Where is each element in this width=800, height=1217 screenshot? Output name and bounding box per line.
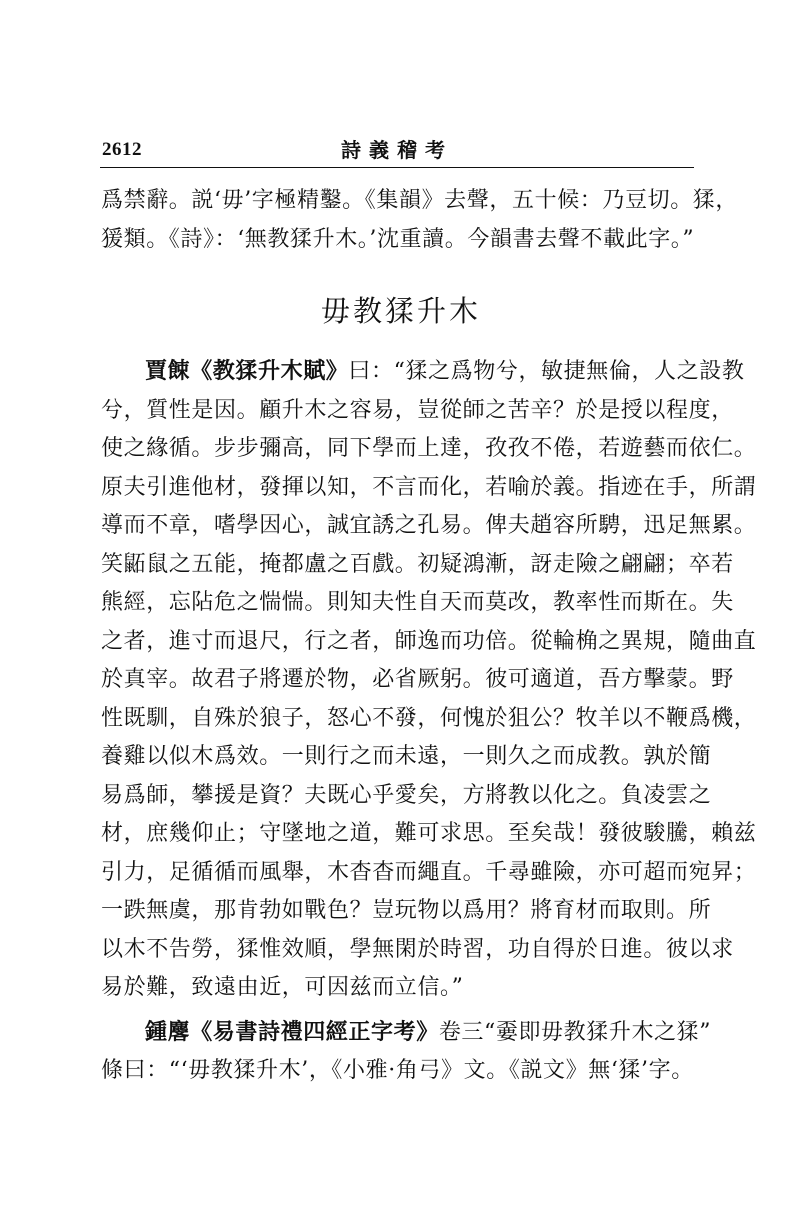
text-line: 條曰：“‘毋教猱升木’，《小雅·角弓》文。《説文》無‘猱’字。 [101,1058,694,1083]
work-title: 《易書詩禮四經正字考》 [190,1019,439,1045]
page-header [100,136,694,164]
author-name: 賈餗 [145,359,191,384]
text-line: 原夫引進他材，發揮以知，不言而化，若喻於義。指迹在手，所謂 [101,474,757,500]
paragraph-first-line [101,353,745,392]
running-title: 詩義稽考 [341,138,453,162]
text-line: 養雞以似木爲效。一則行之而未遠，一則久之而成教。孰於簡 [101,744,712,769]
work-title: 《教猱升木賦》 [190,359,349,384]
text-line: 性既馴，自殊於狼子，怒心不發，何愧於狙公？牧羊以不鞭爲機， [101,705,757,731]
text-line: 導而不章，嗜學因心，誠宜誘之孔易。俾夫趙容所騁，迅足無累。 [101,513,757,538]
text-line: 笑鼫鼠之五能，掩都盧之百戲。初疑鴻漸，訝走險之翩翩；卒若 [101,551,734,577]
text-line: 熊經，忘阽危之惴惴。則知夫性自天而莫改，教率性而斯在。失 [101,590,734,615]
text-line: 使之緣循。步步彌高，同下學而上達，孜孜不倦，若遊藝而依仁。 [101,436,757,461]
line-text: 曰：“猱之爲物兮，敏捷無倫，人之設教 [348,359,745,384]
text-line: 材，庶幾仰止；守墜地之道，難可求思。至矣哉！發彼駿騰，賴兹 [101,821,757,846]
header-rule [100,167,694,168]
text-line: 於真宰。故君子將遷於物，必省厥躬。彼可適道，吾方擊蒙。野 [101,667,734,692]
text-line: 兮，質性是因。顧升木之容易，豈從師之苦辛？於是授以程度， [101,397,734,423]
text-line: 爲禁辭。説‘毋’字極精鑿。《集韻》去聲，五十候：乃豆切。猱， [101,188,738,213]
section-title: 毋教猱升木 [320,294,481,328]
author-name: 鍾麐 [145,1019,191,1045]
text-line: 一跌無虞，那肯勃如戰色？豈玩物以爲用？將育材而取則。所 [101,898,712,923]
line-text: 卷三“嫑即毋教猱升木之猱” [438,1019,712,1045]
body-text [101,182,757,1091]
page-number: 2612 [102,139,142,160]
text-line: 之者，進寸而退尺，行之者，師逸而功倍。從輪桷之異規，隨曲直 [101,628,757,654]
text-line: 易爲師，攀援是資？夫既心乎愛矣，方將教以化之。負凌雲之 [101,782,712,808]
text-line: 猨類。《詩》：‘無教猱升木。’沈重讀。今韻書去聲不載此字。” [101,226,695,252]
text-line: 易於難，致遠由近，可因兹而立信。” [101,975,464,1000]
text-line: 以木不告勞，猱惟效順，學無閑於時習，功自得於日進。彼以求 [101,936,734,962]
text-line: 引力，足循循而風舉，木杳杳而繩直。千尋雖險，亦可超而宛昇； [101,859,757,885]
paragraph-first-line [101,1014,712,1053]
